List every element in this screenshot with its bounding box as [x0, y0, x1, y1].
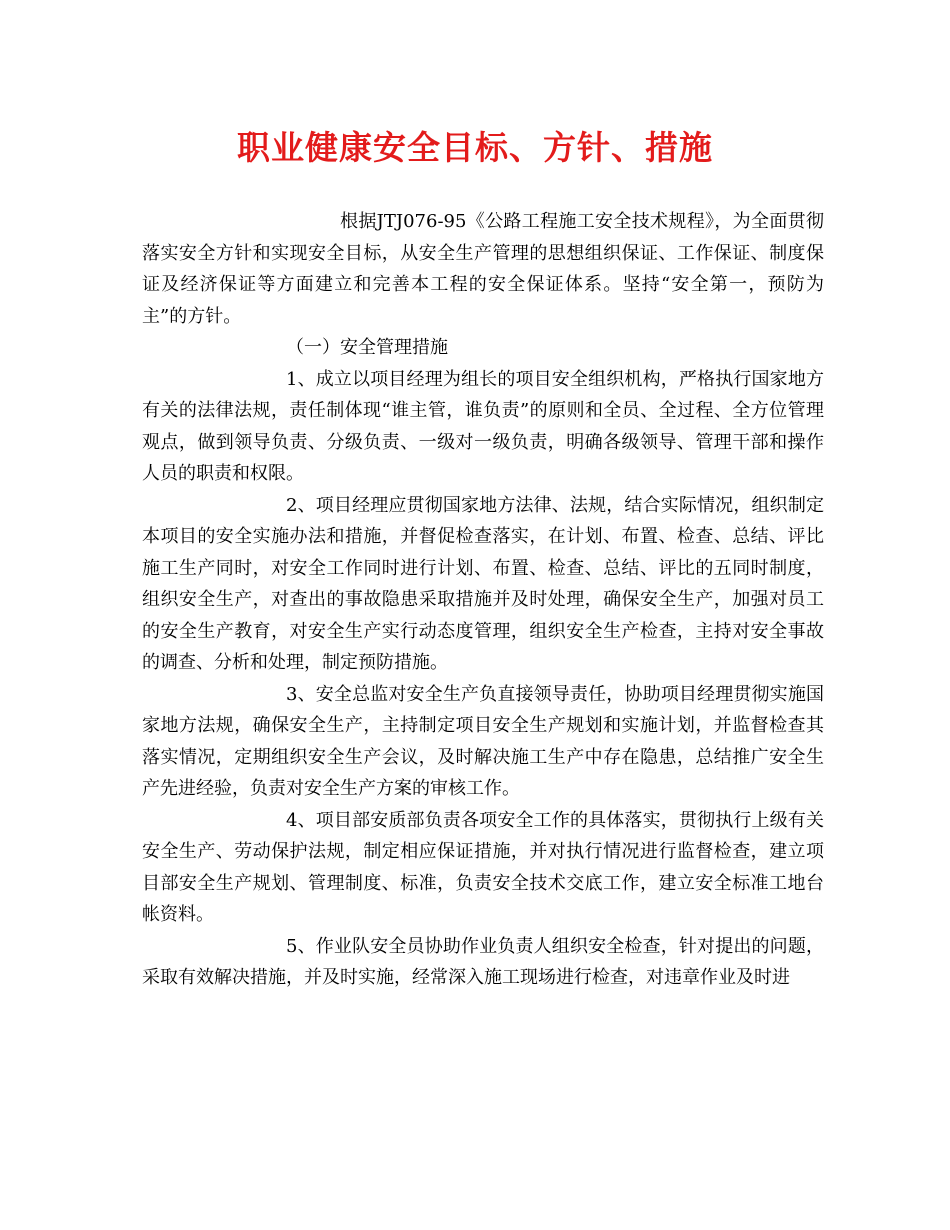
list-item: 5、作业队安全员协助作业负责人组织安全检查，针对提出的问题，采取有效解决措施，并及时实施，经常深入施工现场进行检查，对违章作业及时进 [142, 935, 824, 988]
list-item: 3、安全总监对安全生产负直接领导责任，协助项目经理贯彻实施国家地方法规，确保安全生产，主持制定项目安全生产规划和实施计划，并监督检查其落实情况，定期组织安全生产会议，及时解决施工生产中存在隐患，总结推广安全生产先进经验，负责对安全生产方案的审核工作。 [142, 683, 824, 799]
document-body [142, 206, 824, 994]
document-title: 职业健康安全目标、方针、措施 [237, 128, 713, 167]
intro-paragraph: 根据JTJ076-95《公路工程施工安全技术规程》，为全面贯彻落实安全方针和实现安全目标，从安全生产管理的思想组织保证、工作保证、制度保证及经济保证等方面建立和完善本工程的安全保证体系。坚持“安全第一，预防为主”的方针。 [142, 211, 824, 327]
section-heading: （一）安全管理措施 [286, 337, 448, 358]
list-item: 2、项目经理应贯彻国家地方法律、法规，结合实际情况，组织制定本项目的安全实施办法和措施，并督促检查落实，在计划、布置、检查、总结、评比施工生产同时，对安全工作同时进行计划、布置、检查、总结、评比的五同时制度，组织安全生产，对查出的事故隐患采取措施并及时处理，确保安全生产，加强对员工的安全生产教育，对安全生产实行动态度管理，组织安全生产检查，主持对安全事故的调查、分析和处理，制定预防措施。 [142, 494, 824, 673]
list-item: 4、项目部安质部负责各项安全工作的具体落实，贯彻执行上级有关安全生产、劳动保护法规，制定相应保证措施，并对执行情况进行监督检查，建立项目部安全生产规划、管理制度、标准，负责安全技术交底工作，建立安全标准工地台帐资料。 [142, 809, 824, 925]
list-item: 1、成立以项目经理为组长的项目安全组织机构，严格执行国家地方有关的法律法规，责任制体现“谁主管，谁负责”的原则和全员、全过程、全方位管理观点，做到领导负责、分级负责、一级对一级负责，明确各级领导、管理干部和操作人员的职责和权限。 [142, 368, 824, 484]
